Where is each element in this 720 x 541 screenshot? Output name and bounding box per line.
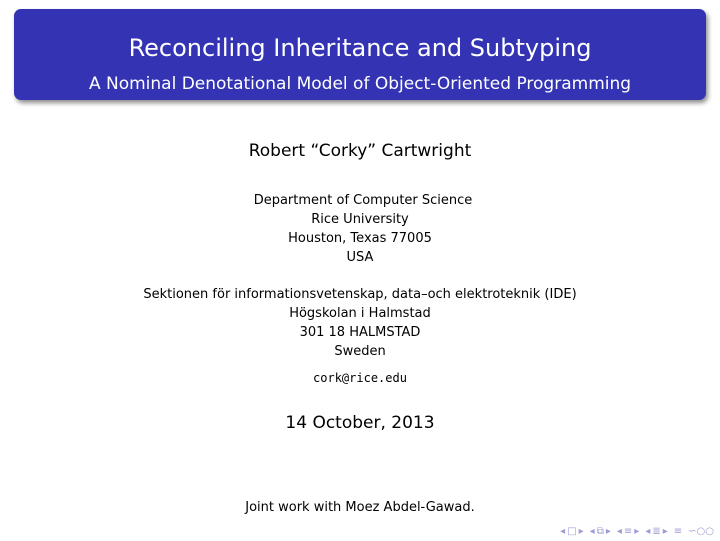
frame-icon[interactable]: □ <box>567 526 577 537</box>
next-frame-icon[interactable]: ▸ <box>605 526 611 537</box>
prev-subsection-icon[interactable]: ◂ <box>616 526 622 537</box>
title-box <box>14 9 706 100</box>
section-icon[interactable]: ≣ <box>652 526 661 537</box>
affiliation-line: Högskolan i Halmstad <box>289 306 431 321</box>
subsection-icon[interactable]: ≡ <box>623 526 633 537</box>
affiliation-rice <box>0 191 720 267</box>
affiliation-line: Houston, Texas 77005 <box>288 231 432 246</box>
affiliation-line: Sektionen för informationsvetenskap, data–och elektroteknik (IDE) <box>143 287 577 302</box>
presentation-date: 14 October, 2013 <box>285 413 435 433</box>
affiliation-line: Department of Computer Science <box>253 193 473 208</box>
frames-icon[interactable]: ⧉ <box>596 526 604 537</box>
affiliation-line: USA <box>346 250 374 265</box>
author-name: Robert “Corky” Cartwright <box>248 141 472 161</box>
first-frame-icon[interactable]: ◂ <box>560 526 566 537</box>
joint-work-note: Joint work with Moez Abdel-Gawad. <box>245 500 475 515</box>
prev-frame-icon[interactable]: ◂ <box>589 526 595 537</box>
search-icon[interactable]: ∽○○ <box>688 526 714 537</box>
affiliation-line: Rice University <box>311 212 409 227</box>
presentation-subtitle: A Nominal Denotational Model of Object-Oriented Programming <box>88 74 632 94</box>
next-subsection-icon[interactable]: ▸ <box>634 526 640 537</box>
presentation-title: Reconciling Inheritance and Subtyping <box>128 34 592 62</box>
email-address: cork@rice.edu <box>313 371 407 385</box>
align-icon[interactable]: ≡ <box>673 526 683 537</box>
prev-section-icon[interactable]: ◂ <box>645 526 651 537</box>
next-section-icon[interactable]: ▸ <box>662 526 668 537</box>
affiliation-line: 301 18 HALMSTAD <box>299 325 421 340</box>
affiliation-halmstad <box>0 285 720 361</box>
beamer-navigation-bar <box>560 525 714 539</box>
affiliation-line: Sweden <box>334 344 386 359</box>
next-frame-icon[interactable]: ▸ <box>578 526 584 537</box>
